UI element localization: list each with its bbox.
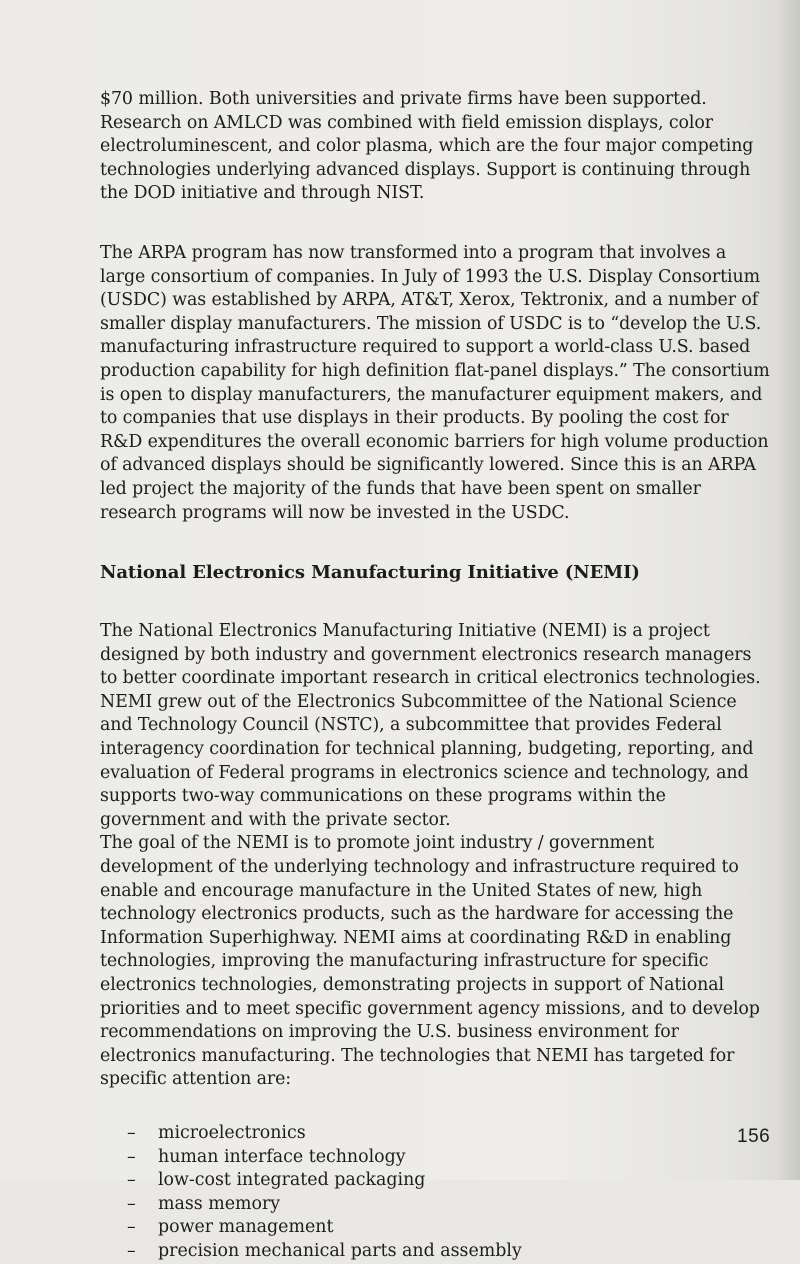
list-item (127, 1169, 772, 1193)
list-item-text: mass memory (158, 1193, 281, 1214)
paragraph-nemi-intro: The National Electronics Manufacturing Initiative (NEMI) is a project designed by both industry and government electronics research managers to better coordinate important research in critical electronics technologies. NEMI grew out of the Electronics Subcommittee of the National Science and Technology Council (NSTC), a subcommittee that provides Federal interagency coordination for technical planning, budgeting, reporting, and evaluation of Federal programs in electronics science and technology, and supports two-way communications on these programs within the government and with the private sector. (100, 621, 761, 830)
paragraph-usdc: The ARPA program has now transformed into a program that involves a large consortium of companies. In July of 1993 the U.S. Display Consortium (USDC) was established by ARPA, AT&T, Xerox, Tektronix, and a number of smaller display manufacturers. The mission of USDC is to “develop the U.S. manufacturing infrastructure required to support a world-class U.S. based production capability for high definition flat-panel displays.” The consortium is open to display manufacturers, the manufacturer equipment makers, and to companies that use displays in their products. By pooling the cost for R&D expenditures the overall economic barriers for high volume production of advanced displays should be significantly lowered. Since this is an ARPA led project the majority of the funds that have been spent on smaller research programs will now be invested in the USDC. (100, 242, 770, 523)
list-item-text: low-cost integrated packaging (158, 1170, 426, 1191)
list-item-text: human interface technology (158, 1146, 406, 1167)
document-body (100, 88, 772, 1264)
list-item-text: precision mechanical parts and assembly (158, 1240, 522, 1261)
list-dash: – (127, 1170, 136, 1191)
list-item (127, 1240, 772, 1264)
list-dash: – (127, 1240, 136, 1261)
list-dash: – (127, 1193, 136, 1214)
targeted-technologies-list (100, 1122, 772, 1264)
list-item (127, 1216, 772, 1240)
section-heading-nemi: National Electronics Manufacturing Initiative (NEMI) (100, 562, 640, 584)
paragraph-funding: $70 million. Both universities and private firms have been supported. Research on AMLCD was combined with field emission displays, color electroluminescent, and color plasma, which are the four major competing technologies underlying advanced displays. Support is continuing through the DOD initiative and through NIST. (100, 89, 754, 204)
list-dash: – (127, 1217, 136, 1238)
page-edge-shadow (778, 0, 800, 1180)
paragraph-nemi-goal: The goal of the NEMI is to promote joint industry / government development of the underlying technology and infrastructure required to enable and encourage manufacture in the United States of new, high technology electronics products, such as the hardware for accessing the Information Superhighway. NEMI aims at coordinating R&D in enabling technologies, improving the manufacturing infrastructure for specific electronics technologies, demonstrating projects in support of National priorities and to meet specific government agency missions, and to develop recommendations on improving the U.S. business environment for electronics manufacturing. The technologies that NEMI has targeted for specific attention are: (100, 833, 760, 1090)
list-item-text: microelectronics (158, 1122, 306, 1143)
list-dash: – (127, 1146, 136, 1167)
list-item-text: power management (158, 1217, 334, 1238)
list-item (127, 1146, 772, 1170)
list-dash: – (127, 1122, 136, 1143)
page-number: 156 (737, 1126, 771, 1147)
list-item (127, 1122, 772, 1146)
list-item (127, 1193, 772, 1217)
